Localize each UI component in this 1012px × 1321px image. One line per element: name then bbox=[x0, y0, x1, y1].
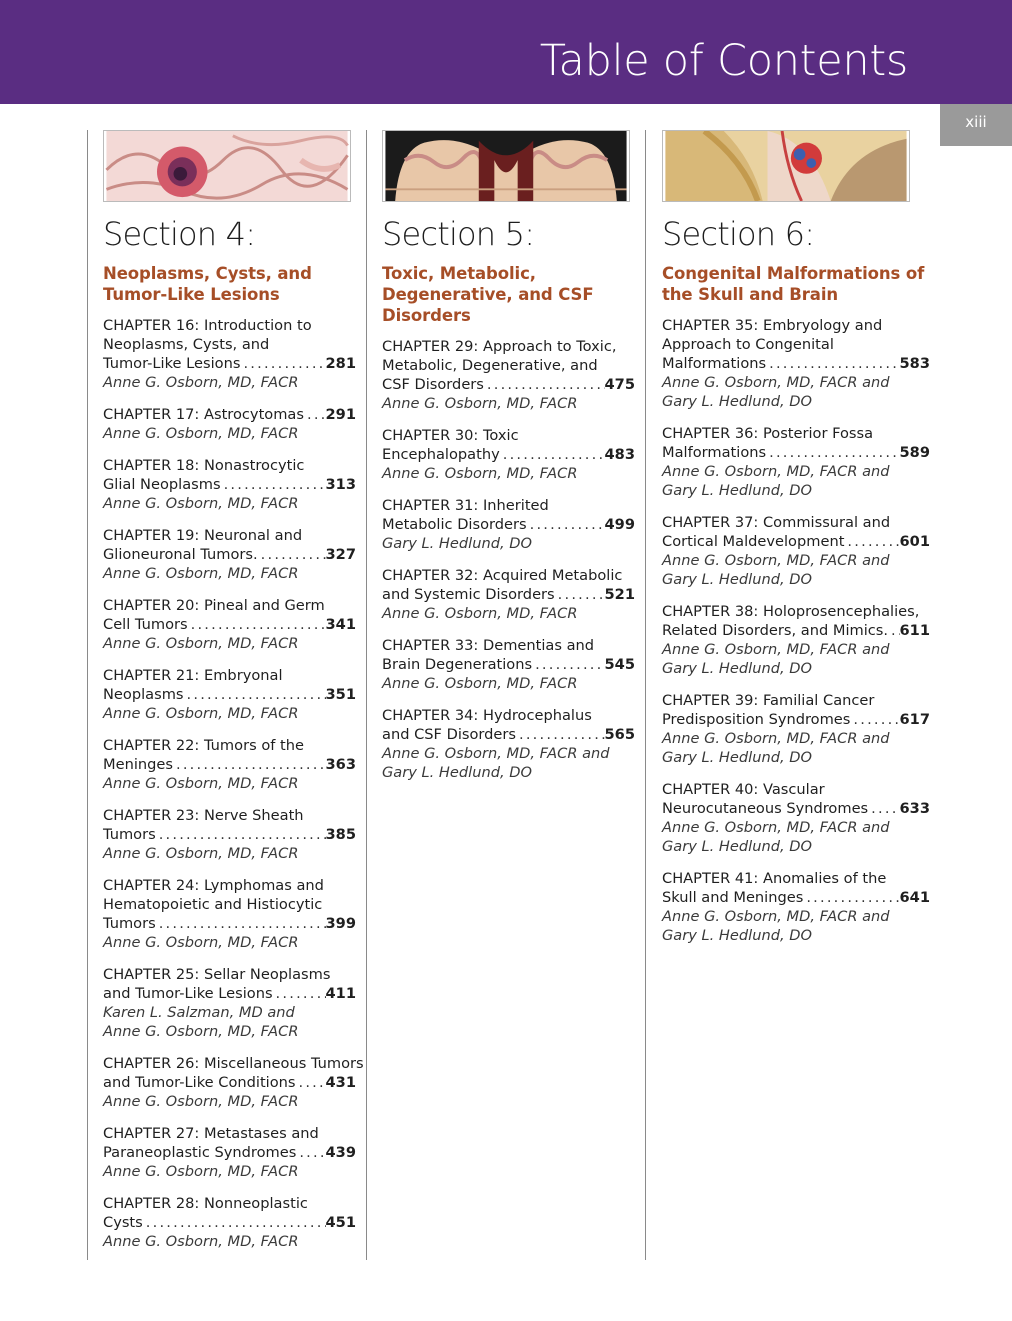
chapter-author: Anne G. Osborn, MD, FACR bbox=[103, 1093, 299, 1110]
section-5-illustration bbox=[382, 130, 630, 202]
section-title: Neoplasms, Cysts, and Tumor-Like Lesions bbox=[103, 264, 312, 304]
chapter-author: Gary L. Hedlund, DO bbox=[662, 571, 812, 588]
chapter-entry[interactable]: CHAPTER 17: Astrocytomas ..... 291 Anne G. Osborn, MD, FACR bbox=[103, 405, 356, 443]
section-6-column bbox=[662, 130, 930, 958]
chapter-author: Gary L. Hedlund, DO bbox=[662, 749, 812, 766]
column-divider bbox=[645, 130, 646, 1260]
section-4-column bbox=[103, 130, 364, 1264]
page-number: 545 bbox=[604, 656, 635, 673]
chapter-entry[interactable]: CHAPTER 33: Dementias and Brain Degenerations ..... 545 Anne G. Osborn, MD, FACR bbox=[382, 636, 635, 693]
chapter-entry[interactable]: CHAPTER 34: Hydrocephalus and CSF Disorders ..... 565 Anne G. Osborn, MD, FACR and Gary L. Hedlund, DO bbox=[382, 706, 635, 782]
chapter-author: Gary L. Hedlund, DO bbox=[662, 838, 812, 855]
section-5-column bbox=[382, 130, 635, 795]
chapter-author: Anne G. Osborn, MD, FACR and bbox=[662, 552, 890, 569]
page-number: 589 bbox=[899, 444, 930, 461]
chapter-entry[interactable]: CHAPTER 21: Embryonal Neoplasms ..... 351 Anne G. Osborn, MD, FACR bbox=[103, 666, 356, 723]
chapter-author: Gary L. Hedlund, DO bbox=[662, 482, 812, 499]
chapter-author: Anne G. Osborn, MD, FACR bbox=[103, 705, 299, 722]
page-number: 291 bbox=[325, 406, 356, 423]
chapter-entry[interactable]: CHAPTER 39: Familial Cancer Predisposition Syndromes ..... 617 Anne G. Osborn, MD, FACR and Gary L. Hedlund, DO bbox=[662, 691, 930, 767]
page-number: 351 bbox=[325, 686, 356, 703]
chapter-author: Anne G. Osborn, MD, FACR bbox=[382, 605, 578, 622]
chapter-author: Anne G. Osborn, MD, FACR and bbox=[662, 730, 890, 747]
chapter-list bbox=[103, 316, 364, 1251]
chapter-author: Karen L. Salzman, MD and bbox=[103, 1004, 295, 1021]
page-number: 313 bbox=[325, 476, 356, 493]
page-number: 483 bbox=[604, 446, 635, 463]
chapter-author: Anne G. Osborn, MD, FACR bbox=[103, 1023, 299, 1040]
chapter-entry[interactable]: CHAPTER 28: Nonneoplastic Cysts ..... 451 Anne G. Osborn, MD, FACR bbox=[103, 1194, 356, 1251]
chapter-author: Anne G. Osborn, MD, FACR bbox=[382, 395, 578, 412]
chapter-author: Anne G. Osborn, MD, FACR bbox=[103, 775, 299, 792]
page-number: 611 bbox=[899, 622, 930, 639]
chapter-entry[interactable]: CHAPTER 37: Commissural and Cortical Maldevelopment ..... 601 Anne G. Osborn, MD, FACR and Gary L. Hedlund, DO bbox=[662, 513, 930, 589]
chapter-author: Anne G. Osborn, MD, FACR bbox=[103, 374, 299, 391]
chapter-entry[interactable]: CHAPTER 40: Vascular Neurocutaneous Syndromes ..... 633 Anne G. Osborn, MD, FACR and Gary L. Hedlund, DO bbox=[662, 780, 930, 856]
chapter-entry[interactable]: CHAPTER 27: Metastases and Paraneoplastic Syndromes ..... 439 Anne G. Osborn, MD, FACR bbox=[103, 1124, 356, 1181]
header-bar bbox=[0, 0, 1012, 104]
chapter-author: Anne G. Osborn, MD, FACR bbox=[103, 845, 299, 862]
column-divider bbox=[366, 130, 367, 1260]
chapter-author: Anne G. Osborn, MD, FACR bbox=[382, 465, 578, 482]
page-number-tab: xiii bbox=[940, 104, 1012, 146]
section-label: Section 6: bbox=[662, 215, 815, 253]
column-divider bbox=[87, 130, 88, 1260]
page-number: 475 bbox=[604, 376, 635, 393]
chapter-author: Anne G. Osborn, MD, FACR bbox=[103, 635, 299, 652]
chapter-entry[interactable]: CHAPTER 35: Embryology and Approach to Congenital Malformations ..... 583 Anne G. Osborn, MD, FACR and Gary L. Hedlund, DO bbox=[662, 316, 930, 411]
chapter-author: Anne G. Osborn, MD, FACR bbox=[103, 495, 299, 512]
chapter-author: Anne G. Osborn, MD, FACR and bbox=[662, 374, 890, 391]
chapter-author: Anne G. Osborn, MD, FACR and bbox=[662, 908, 890, 925]
page-number: 641 bbox=[899, 889, 930, 906]
chapter-author: Anne G. Osborn, MD, FACR bbox=[103, 1233, 299, 1250]
chapter-entry[interactable]: CHAPTER 36: Posterior Fossa Malformations ..... 589 Anne G. Osborn, MD, FACR and Gary L. Hedlund, DO bbox=[662, 424, 930, 500]
page-number: 385 bbox=[325, 826, 356, 843]
chapter-entry[interactable]: CHAPTER 32: Acquired Metabolic and Systemic Disorders ..... 521 Anne G. Osborn, MD, FACR bbox=[382, 566, 635, 623]
chapter-list bbox=[382, 337, 635, 782]
chapter-author: Anne G. Osborn, MD, FACR bbox=[382, 675, 578, 692]
page-number: 601 bbox=[899, 533, 930, 550]
section-6-illustration bbox=[662, 130, 910, 202]
chapter-author: Anne G. Osborn, MD, FACR and bbox=[662, 641, 890, 658]
chapter-author: Gary L. Hedlund, DO bbox=[382, 764, 532, 781]
section-title: Toxic, Metabolic, Degenerative, and CSF Disorders bbox=[382, 264, 594, 325]
page-number: 521 bbox=[604, 586, 635, 603]
chapter-entry[interactable]: CHAPTER 38: Holoprosencephalies, Related Disorders, and Mimics. ..... 611 Anne G. Osborn, MD, FACR and Gary L. Hedlund, DO bbox=[662, 602, 930, 678]
chapter-entry[interactable]: CHAPTER 31: Inherited Metabolic Disorders ..... 499 Gary L. Hedlund, DO bbox=[382, 496, 635, 553]
chapter-author: Gary L. Hedlund, DO bbox=[382, 535, 532, 552]
chapter-author: Anne G. Osborn, MD, FACR and bbox=[662, 819, 890, 836]
chapter-author: Gary L. Hedlund, DO bbox=[662, 660, 812, 677]
page-number: 565 bbox=[604, 726, 635, 743]
page-number: 399 bbox=[325, 915, 356, 932]
chapter-entry[interactable]: CHAPTER 23: Nerve Sheath Tumors ..... 385 Anne G. Osborn, MD, FACR bbox=[103, 806, 356, 863]
chapter-author: Anne G. Osborn, MD, FACR bbox=[103, 1163, 299, 1180]
page-number: 431 bbox=[325, 1074, 356, 1091]
page-number: 341 bbox=[325, 616, 356, 633]
chapter-author: Anne G. Osborn, MD, FACR and bbox=[662, 463, 890, 480]
page-number: 499 bbox=[604, 516, 635, 533]
chapter-entry[interactable]: CHAPTER 26: Miscellaneous Tumors and Tumor-Like Conditions ..... 431 Anne G. Osborn, MD, FACR bbox=[103, 1054, 356, 1111]
chapter-author: Anne G. Osborn, MD, FACR and bbox=[382, 745, 610, 762]
chapter-entry[interactable]: CHAPTER 25: Sellar Neoplasms and Tumor-Like Lesions ..... 411 Karen L. Salzman, MD and Anne G. Osborn, MD, FACR bbox=[103, 965, 356, 1041]
page-number: 327 bbox=[325, 546, 356, 563]
chapter-entry[interactable]: CHAPTER 41: Anomalies of the Skull and Meninges ..... 641 Anne G. Osborn, MD, FACR and Gary L. Hedlund, DO bbox=[662, 869, 930, 945]
page-number: 617 bbox=[899, 711, 930, 728]
page-number: 451 bbox=[325, 1214, 356, 1231]
chapter-entry[interactable]: CHAPTER 20: Pineal and Germ Cell Tumors ..... 341 Anne G. Osborn, MD, FACR bbox=[103, 596, 356, 653]
chapter-entry[interactable]: CHAPTER 30: Toxic Encephalopathy ..... 483 Anne G. Osborn, MD, FACR bbox=[382, 426, 635, 483]
section-4-illustration bbox=[103, 130, 351, 202]
page-number: 633 bbox=[899, 800, 930, 817]
chapter-author: Anne G. Osborn, MD, FACR bbox=[103, 565, 299, 582]
chapter-author: Gary L. Hedlund, DO bbox=[662, 927, 812, 944]
section-label: Section 4: bbox=[103, 215, 256, 253]
page-title: Table of Contents bbox=[539, 36, 908, 86]
page-number: 439 bbox=[325, 1144, 356, 1161]
chapter-entry[interactable]: CHAPTER 19: Neuronal and Glioneuronal Tumors. ..... 327 Anne G. Osborn, MD, FACR bbox=[103, 526, 356, 583]
chapter-author: Anne G. Osborn, MD, FACR bbox=[103, 425, 299, 442]
chapter-list bbox=[662, 316, 930, 945]
chapter-author: Anne G. Osborn, MD, FACR bbox=[103, 934, 299, 951]
chapter-entry[interactable]: CHAPTER 18: Nonastrocytic Glial Neoplasms ..... 313 Anne G. Osborn, MD, FACR bbox=[103, 456, 356, 513]
chapter-entry[interactable]: CHAPTER 16: Introduction to Neoplasms, Cysts, and Tumor-Like Lesions ..... 281 Anne G. Osborn, MD, FACR bbox=[103, 316, 356, 392]
chapter-entry[interactable]: CHAPTER 24: Lymphomas and Hematopoietic and Histiocytic Tumors ..... 399 Anne G. Osborn, MD, FACR bbox=[103, 876, 356, 952]
section-title: Congenital Malformations of the Skull and Brain bbox=[662, 264, 925, 304]
page-number: 363 bbox=[325, 756, 356, 773]
chapter-author: Gary L. Hedlund, DO bbox=[662, 393, 812, 410]
section-label: Section 5: bbox=[382, 215, 535, 253]
page-number: 411 bbox=[325, 985, 356, 1002]
chapter-entry[interactable]: CHAPTER 22: Tumors of the Meninges ..... 363 Anne G. Osborn, MD, FACR bbox=[103, 736, 356, 793]
chapter-entry[interactable]: CHAPTER 29: Approach to Toxic, Metabolic, Degenerative, and CSF Disorders ..... 475 Anne G. Osborn, MD, FACR bbox=[382, 337, 635, 413]
page-number: 583 bbox=[899, 355, 930, 372]
page-number: 281 bbox=[325, 355, 356, 372]
